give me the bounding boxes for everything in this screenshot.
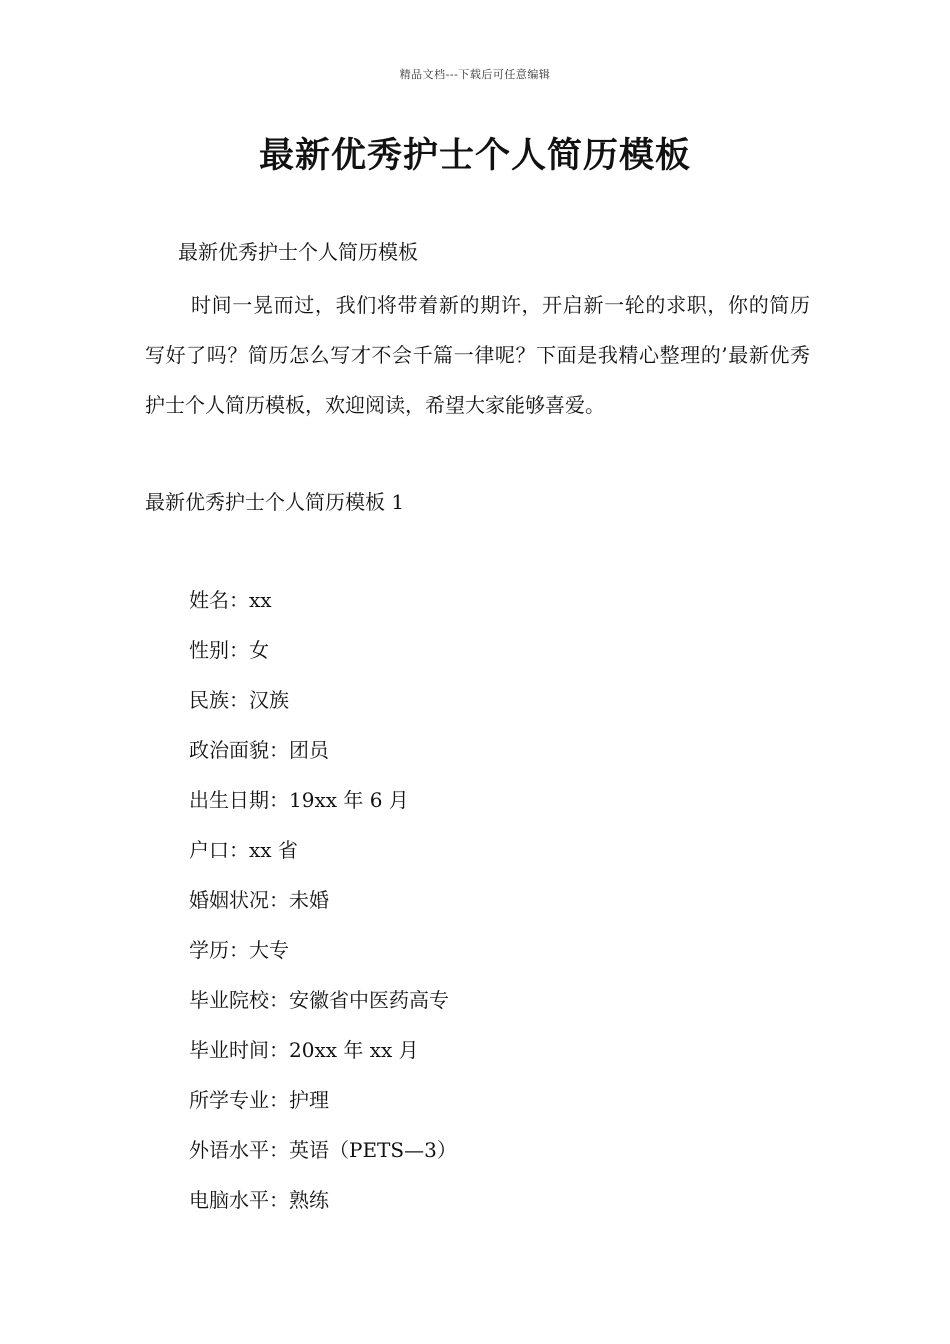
field-language-level: 外语水平：英语（PETS—3） [189,1138,457,1162]
field-birth-date: 出生日期：19xx 年 6 月 [189,788,409,812]
field-school: 毕业院校：安徽省中医药高专 [189,988,449,1012]
field-ethnicity: 民族：汉族 [189,688,289,712]
page-header: 精品文档---下载后可任意编辑 [399,68,551,81]
field-education: 学历：大专 [189,938,289,962]
field-political-status: 政治面貌：团员 [189,738,329,762]
resume-field-list [189,575,457,1225]
document-subtitle: 最新优秀护士个人简历模板 [178,240,418,264]
field-name: 姓名：xx [189,588,272,612]
field-marital-status: 婚姻状况：未婚 [189,888,329,912]
field-computer-skill: 电脑水平：熟练 [189,1188,329,1212]
document-title: 最新优秀护士个人简历模板 [258,136,691,176]
field-major: 所学专业：护理 [189,1088,329,1112]
field-graduation-date: 毕业时间：20xx 年 xx 月 [189,1038,419,1062]
intro-paragraph: 时间一晃而过，我们将带着新的期许，开启新一轮的求职，你的简历写好了吗？简历怎么写才不会千篇一律呢？下面是我精心整理的’最新优秀护士个人简历模板，欢迎阅读，希望大家能够喜爱。 [145,293,810,417]
field-gender: 性别：女 [189,638,269,662]
field-household-registration: 户口：xx 省 [189,838,298,862]
section-heading: 最新优秀护士个人简历模板 1 [145,490,405,514]
